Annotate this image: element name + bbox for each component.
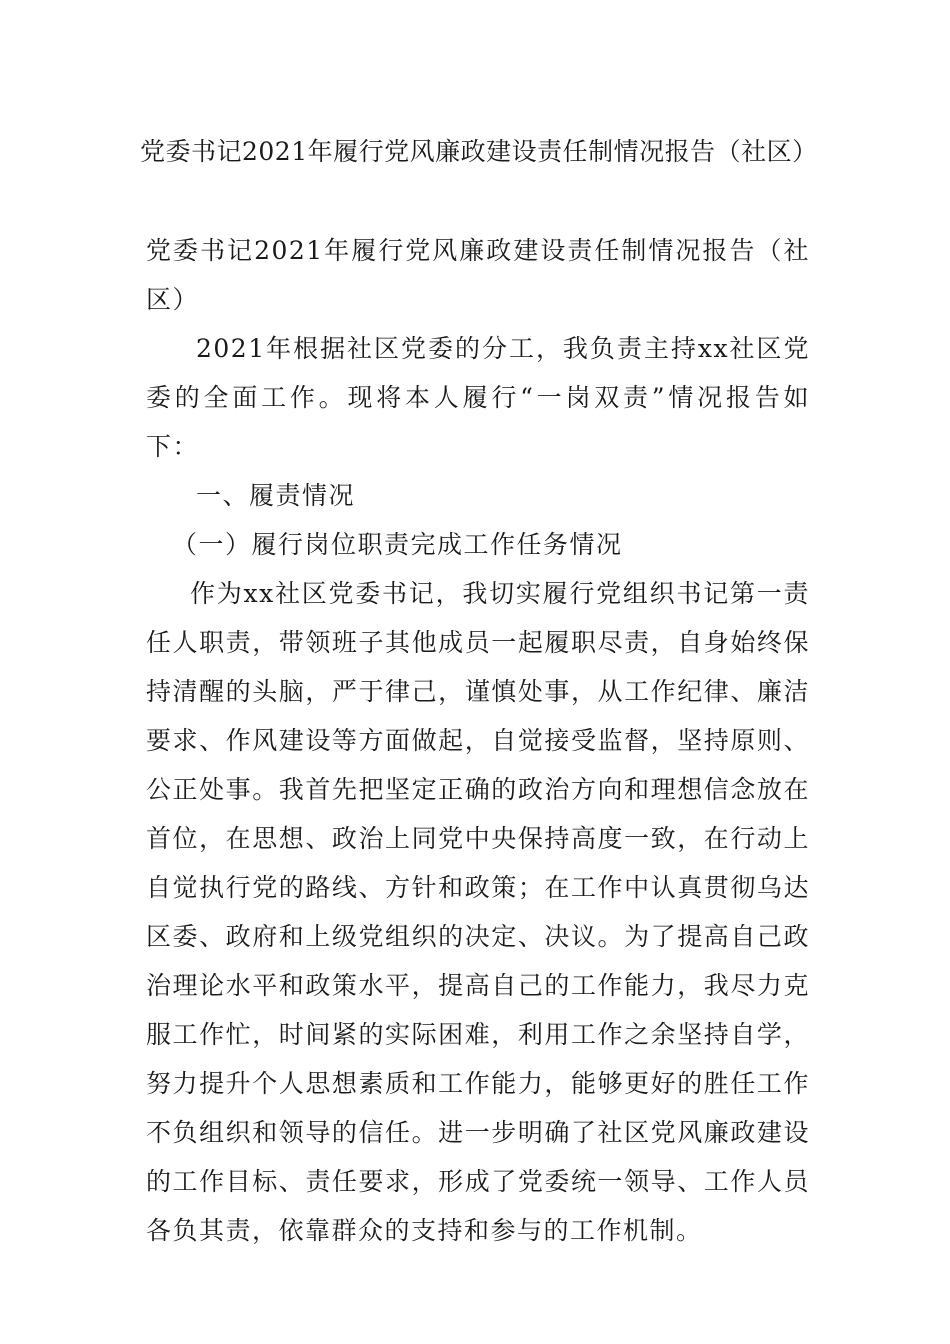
body-paragraph: 作为xx社区党委书记，我切实履行党组织书记第一责任人职责，带领班子其他成员一起履职尽责，自身始终保持清醒的头脑，严于律己，谨慎处事，从工作纪律、廉洁要求、作风建设等方面做起，自觉接受监督，坚持原则、公正处事。我首先把坚定正确的政治方向和理想信念放在首位，在思想、政治上同党中央保持高度一致，在行动上自觉执行党的路线、方针和政策；在工作中认真贯彻乌达区委、政府和上级党组织的决定、决议。为了提高自己政治理论水平和政策水平，提高自己的工作能力，我尽力克服工作忙，时间紧的实际困难，利用工作之余坚持自学，努力提升个人思想素质和工作能力，能够更好的胜任工作不负组织和领导的信任。进一步明确了社区党风廉政建设的工作目标、责任要求，形成了党委统一领导、工作人员各负其责，依靠群众的支持和参与的工作机制。 [146,579,810,1245]
document-body [146,226,810,1255]
document-title: 党委书记2021年履行党风廉政建设责任制情况报告（社区） [140,137,818,166]
document-subtitle: 党委书记2021年履行党风廉政建设责任制情况报告（社区） [146,236,810,314]
section-heading-1: 一、履责情况 [196,481,356,510]
intro-paragraph: 2021年根据社区党委的分工，我负责主持xx社区党委的全面工作。现将本人履行“一岗双责”情况报告如下： [146,334,810,461]
section-heading-2: （一）履行岗位职责完成工作任务情况 [172,530,623,559]
